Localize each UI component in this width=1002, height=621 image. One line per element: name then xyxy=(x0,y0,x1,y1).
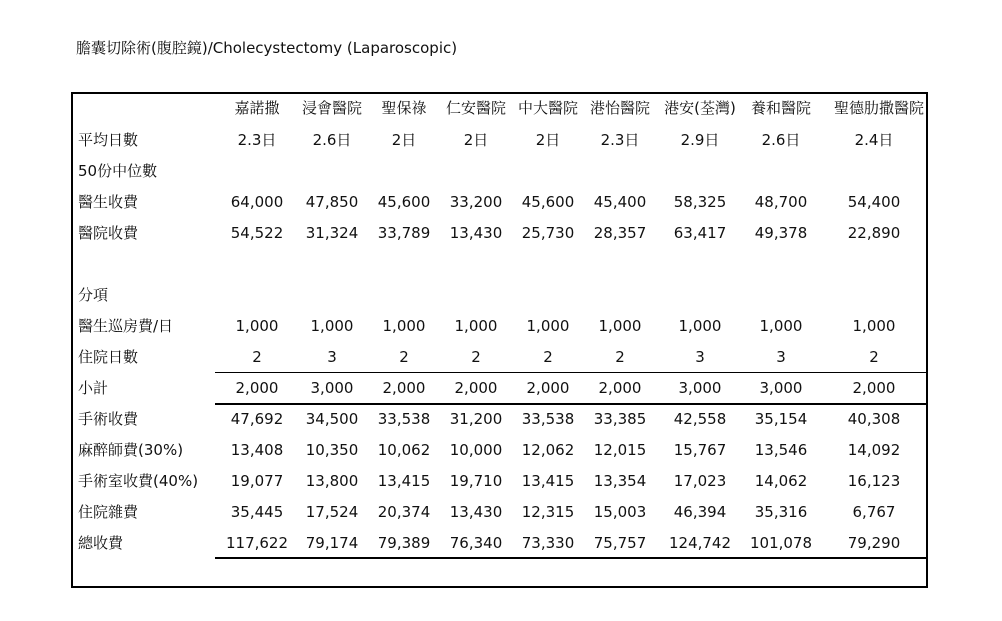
table-cell: 46,394 xyxy=(673,503,727,521)
table-cell: 13,800 xyxy=(305,472,359,490)
table-cell: 12,015 xyxy=(593,441,647,459)
table-cell: 2 xyxy=(252,348,262,366)
row-label: 分項 xyxy=(78,286,109,304)
table-cell: 2,000 xyxy=(382,379,426,397)
table-cell: 2.3日 xyxy=(600,131,640,149)
table-cell: 45,400 xyxy=(593,193,647,211)
table-cell: 2 xyxy=(615,348,625,366)
table-cell: 14,062 xyxy=(754,472,808,490)
table-cell: 10,062 xyxy=(377,441,431,459)
table-cell: 13,408 xyxy=(230,441,284,459)
table-cell: 2 xyxy=(471,348,481,366)
table-cell: 101,078 xyxy=(749,534,813,552)
table-cell: 22,890 xyxy=(847,224,901,242)
row-label: 住院雜費 xyxy=(78,503,139,521)
table-cell: 79,389 xyxy=(377,534,431,552)
table-cell: 13,430 xyxy=(449,224,503,242)
table-cell: 35,445 xyxy=(230,503,284,521)
table-cell: 3 xyxy=(695,348,705,366)
table-cell: 45,600 xyxy=(521,193,575,211)
table-cell: 35,316 xyxy=(754,503,808,521)
table-cell: 2,000 xyxy=(598,379,642,397)
table-cell: 20,374 xyxy=(377,503,431,521)
table-cell: 19,077 xyxy=(230,472,284,490)
divider xyxy=(215,403,928,405)
table-cell: 42,558 xyxy=(673,410,727,428)
table-cell: 16,123 xyxy=(847,472,901,490)
table-cell: 1,000 xyxy=(454,317,498,335)
table-cell: 47,850 xyxy=(305,193,359,211)
table-cell: 28,357 xyxy=(593,224,647,242)
table-cell: 33,200 xyxy=(449,193,503,211)
row-label: 住院日數 xyxy=(78,348,139,366)
table-cell: 17,524 xyxy=(305,503,359,521)
divider xyxy=(215,372,928,373)
divider xyxy=(215,557,928,559)
column-header: 嘉諾撒 xyxy=(234,99,280,117)
table-cell: 76,340 xyxy=(449,534,503,552)
table-cell: 2.6日 xyxy=(312,131,352,149)
table-cell: 33,385 xyxy=(593,410,647,428)
table-cell: 3,000 xyxy=(678,379,722,397)
table-cell: 2.6日 xyxy=(761,131,801,149)
table-cell: 63,417 xyxy=(673,224,727,242)
table-cell: 1,000 xyxy=(759,317,803,335)
table-cell: 2,000 xyxy=(235,379,279,397)
table-cell: 2 xyxy=(543,348,553,366)
table-cell: 2 xyxy=(399,348,409,366)
table-cell: 2,000 xyxy=(852,379,896,397)
table-cell: 54,522 xyxy=(230,224,284,242)
row-label: 醫生巡房費/日 xyxy=(78,317,174,335)
table-cell: 1,000 xyxy=(678,317,722,335)
table-cell: 12,315 xyxy=(521,503,575,521)
table-cell: 34,500 xyxy=(305,410,359,428)
table-cell: 31,324 xyxy=(305,224,359,242)
table-cell: 75,757 xyxy=(593,534,647,552)
table-cell: 3 xyxy=(327,348,337,366)
table-cell: 1,000 xyxy=(310,317,354,335)
column-header: 港怡醫院 xyxy=(589,99,650,117)
table-cell: 3,000 xyxy=(310,379,354,397)
table-cell: 2.4日 xyxy=(854,131,894,149)
table-cell: 33,538 xyxy=(521,410,575,428)
table-cell: 2.3日 xyxy=(237,131,277,149)
table-cell: 117,622 xyxy=(225,534,289,552)
table-cell: 13,430 xyxy=(449,503,503,521)
row-label: 麻醉師費(30%) xyxy=(78,441,184,459)
table-cell: 79,174 xyxy=(305,534,359,552)
row-label: 醫生收費 xyxy=(78,193,139,211)
table-cell: 54,400 xyxy=(847,193,901,211)
table-cell: 2日 xyxy=(391,131,417,149)
table-cell: 45,600 xyxy=(377,193,431,211)
table-cell: 13,415 xyxy=(521,472,575,490)
table-cell: 2,000 xyxy=(526,379,570,397)
table-cell: 73,330 xyxy=(521,534,575,552)
row-label: 手術室收費(40%) xyxy=(78,472,199,490)
table-cell: 14,092 xyxy=(847,441,901,459)
row-label: 平均日數 xyxy=(78,131,139,149)
page-title: 膽囊切除術(腹腔鏡)/Cholecystectomy (Laparoscopic) xyxy=(76,39,458,57)
table-cell: 10,350 xyxy=(305,441,359,459)
row-label: 手術收費 xyxy=(78,410,139,428)
table-cell: 47,692 xyxy=(230,410,284,428)
table-cell: 12,062 xyxy=(521,441,575,459)
column-header: 港安(荃灣) xyxy=(664,99,736,117)
table-cell: 33,538 xyxy=(377,410,431,428)
row-label: 總收費 xyxy=(78,534,124,552)
table-cell: 1,000 xyxy=(852,317,896,335)
column-header: 仁安醫院 xyxy=(445,99,506,117)
table-cell: 2日 xyxy=(463,131,489,149)
table-cell: 33,789 xyxy=(377,224,431,242)
table-cell: 1,000 xyxy=(598,317,642,335)
table-cell: 2日 xyxy=(535,131,561,149)
table-cell: 64,000 xyxy=(230,193,284,211)
row-label: 50份中位數 xyxy=(78,162,158,180)
table-cell: 3 xyxy=(776,348,786,366)
table-cell: 3,000 xyxy=(759,379,803,397)
table-cell: 31,200 xyxy=(449,410,503,428)
table-cell: 19,710 xyxy=(449,472,503,490)
table-cell: 2.9日 xyxy=(680,131,720,149)
table-cell: 58,325 xyxy=(673,193,727,211)
table-cell: 124,742 xyxy=(668,534,732,552)
column-header: 聖保祿 xyxy=(381,99,427,117)
table-cell: 17,023 xyxy=(673,472,727,490)
row-label: 小計 xyxy=(78,379,109,397)
table-cell: 13,415 xyxy=(377,472,431,490)
table-cell: 40,308 xyxy=(847,410,901,428)
table-cell: 2 xyxy=(869,348,879,366)
row-label: 醫院收費 xyxy=(78,224,139,242)
table-cell: 79,290 xyxy=(847,534,901,552)
column-header: 養和醫院 xyxy=(750,99,811,117)
table-cell: 2,000 xyxy=(454,379,498,397)
table-cell: 1,000 xyxy=(235,317,279,335)
table-cell: 1,000 xyxy=(526,317,570,335)
table-cell: 10,000 xyxy=(449,441,503,459)
table-cell: 13,354 xyxy=(593,472,647,490)
table-cell: 35,154 xyxy=(754,410,808,428)
table-cell: 15,767 xyxy=(673,441,727,459)
table-cell: 13,546 xyxy=(754,441,808,459)
column-header: 浸會醫院 xyxy=(301,99,362,117)
column-header: 中大醫院 xyxy=(517,99,578,117)
table-cell: 25,730 xyxy=(521,224,575,242)
table-cell: 6,767 xyxy=(852,503,896,521)
column-header: 聖德肋撒醫院 xyxy=(834,99,925,117)
table-cell: 49,378 xyxy=(754,224,808,242)
table-cell: 15,003 xyxy=(593,503,647,521)
table-cell: 1,000 xyxy=(382,317,426,335)
table-cell: 48,700 xyxy=(754,193,808,211)
